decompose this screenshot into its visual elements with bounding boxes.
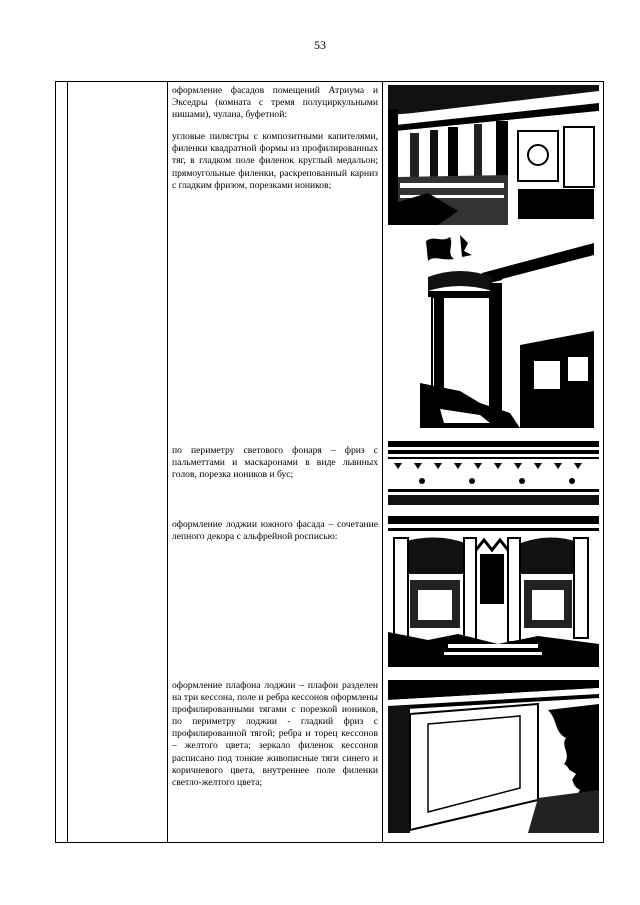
photo-skylight-frieze-image: [388, 441, 599, 505]
table-top-border: [55, 81, 604, 82]
entry-skylight-frieze: [172, 445, 378, 481]
table-col-line-2: [67, 81, 68, 843]
entry-loggia-ceiling: [172, 680, 378, 789]
entry-paragraph: оформление плафона лоджии – плафон разделен на три кессона, поле и ребра кессонов оформлены профилированными тягами с порезкой иоников, по периметру лоджии - гладкий фриз с профилированной тягой; ребра и торец кессонов – желтого цвета; зеркало филенок кессонов расписано под тонкие живописные тяги синего и коричневого цвета, внутреннее поле филенки светло-желтого цвета;: [172, 680, 378, 788]
entry-paragraph: оформление фасадов помещений Атриума и Экседры (комната с тремя полуциркульными нишами), чулана, буфетной:: [172, 85, 378, 121]
entry-loggia-south: [172, 519, 378, 543]
photo-loggia-ceiling-image: [388, 680, 599, 833]
entry-atrium-facades: [172, 85, 378, 192]
entry-paragraph: угловые пилястры с композитными капителями, филенки квадратной формы из профилированных тяг, в гладком поле филенок круглый медальон; прямоугольные филенки, раскрепованный карниз с гладким фризом, порезками иоников;: [172, 131, 378, 191]
photo-loggia-ceiling: [388, 680, 599, 833]
table-col-line-4: [382, 81, 383, 843]
photo-corner-cornice: [420, 233, 594, 428]
entry-paragraph: оформление лоджии южного фасада – сочетание лепного декора с альфрейной росписью:: [172, 519, 378, 543]
page-number: 53: [314, 38, 326, 52]
table-col-line-5: [603, 81, 604, 843]
photo-loggia-south: [388, 514, 599, 667]
photo-corner-cornice-image: [420, 233, 594, 428]
photo-skylight-frieze: [388, 441, 599, 505]
table-col-line-3: [167, 81, 168, 843]
photo-atrium-facade-image: [388, 85, 599, 225]
photo-atrium-facade: [388, 85, 599, 225]
entry-paragraph: по периметру светового фонаря – фриз с пальметтами и маскаронами в виде львиных голов, порезка иоников и бус;: [172, 445, 378, 481]
photo-loggia-south-image: [388, 514, 599, 667]
table-bottom-border: [55, 842, 604, 843]
table-col-line-1: [55, 81, 56, 843]
